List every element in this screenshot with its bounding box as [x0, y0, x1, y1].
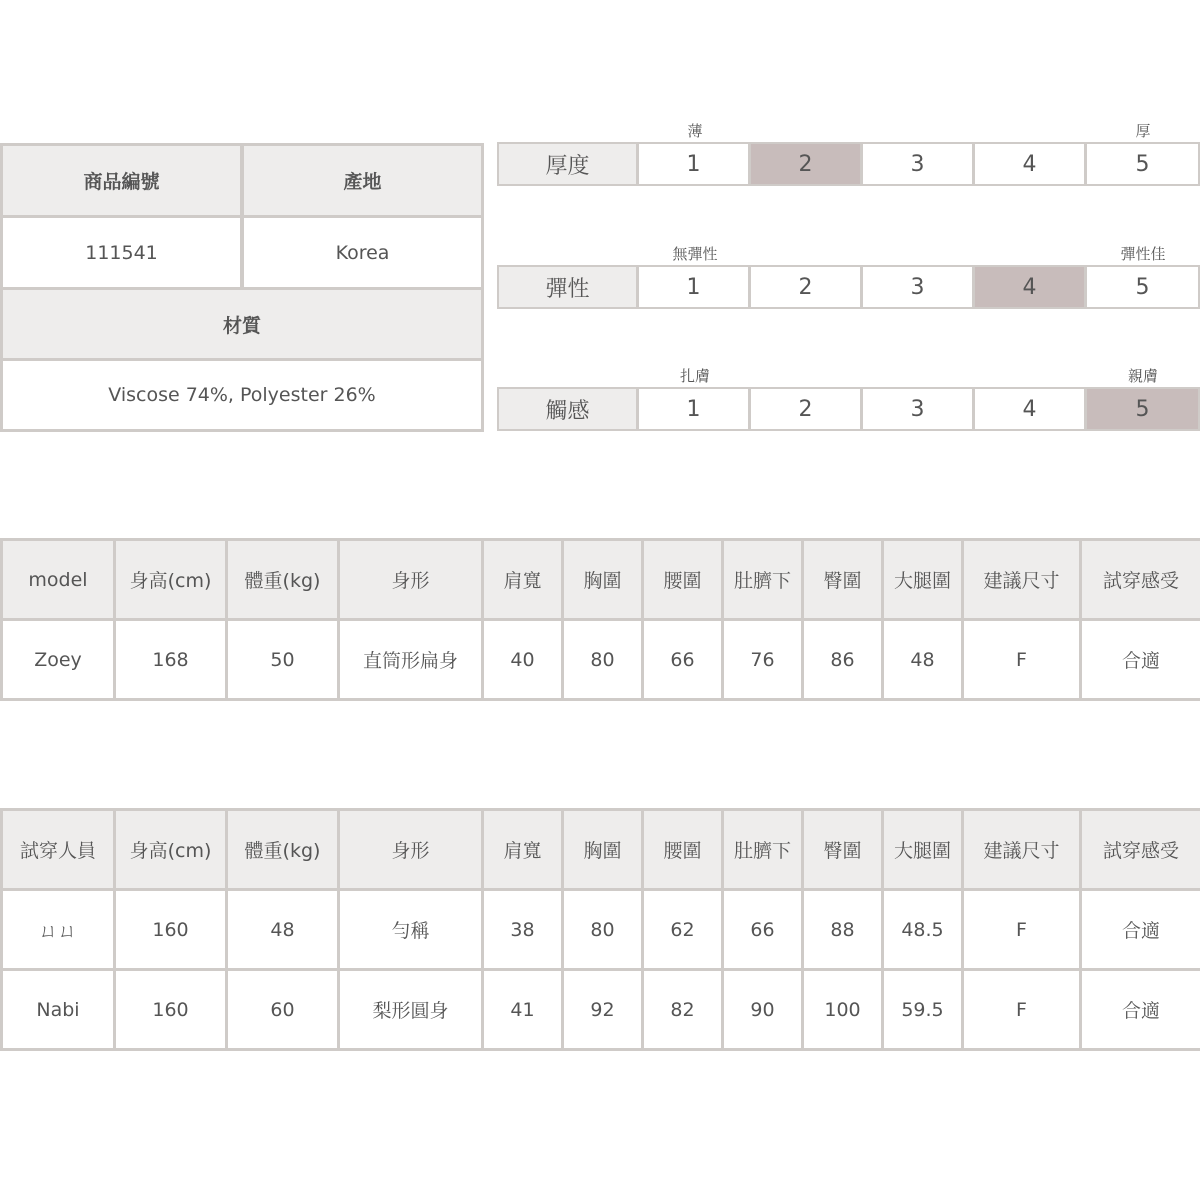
table-cell: 86: [804, 621, 881, 698]
header-cell: 試穿人員: [3, 811, 113, 888]
origin-value: Korea: [244, 218, 481, 287]
table-cell: 80: [564, 621, 641, 698]
header-cell: 大腿圍: [884, 811, 961, 888]
origin-header: 產地: [244, 146, 481, 215]
elasticity-high-label: 彈性佳: [1120, 245, 1166, 263]
elasticity-option-1: 1: [639, 267, 748, 307]
table-row: [0, 891, 1200, 968]
header-cell: 身高(cm): [116, 541, 225, 618]
header-cell: 建議尺寸: [964, 811, 1079, 888]
table-cell: Nabi: [3, 971, 113, 1048]
table-cell: 82: [644, 971, 721, 1048]
elasticity-scale: [497, 265, 1200, 309]
table-cell: 48.5: [884, 891, 961, 968]
thickness-option-5: 5: [1087, 144, 1198, 184]
thickness-high-label: 厚: [1135, 122, 1151, 140]
table-cell: 80: [564, 891, 641, 968]
product-info-table: [0, 143, 484, 432]
texture-title: 觸感: [499, 389, 636, 429]
table-cell: 梨形圓身: [340, 971, 481, 1048]
table-cell: 38: [484, 891, 561, 968]
elasticity-option-5: 5: [1087, 267, 1198, 307]
header-cell: 大腿圍: [884, 541, 961, 618]
table-cell: F: [964, 621, 1079, 698]
texture-scale: [497, 387, 1200, 431]
material-value: Viscose 74%, Polyester 26%: [3, 361, 481, 429]
table-row: [0, 621, 1200, 698]
header-cell: 臀圍: [804, 541, 881, 618]
table-header-row: [0, 811, 1200, 888]
table-cell: 76: [724, 621, 801, 698]
table-cell: 168: [116, 621, 225, 698]
table-cell: F: [964, 891, 1079, 968]
header-cell: 腰圍: [644, 811, 721, 888]
table-cell: Zoey: [3, 621, 113, 698]
header-cell: model: [3, 541, 113, 618]
header-cell: 肩寬: [484, 541, 561, 618]
thickness-option-1: 1: [639, 144, 748, 184]
table-cell: 90: [724, 971, 801, 1048]
table-cell: 60: [228, 971, 337, 1048]
table-cell: 合適: [1082, 621, 1200, 698]
texture-option-5: 5: [1087, 389, 1198, 429]
header-cell: 胸圍: [564, 811, 641, 888]
texture-option-1: 1: [639, 389, 748, 429]
texture-option-2: 2: [751, 389, 860, 429]
header-cell: 胸圍: [564, 541, 641, 618]
table-cell: 66: [724, 891, 801, 968]
header-cell: 建議尺寸: [964, 541, 1079, 618]
thickness-low-label: 薄: [687, 122, 703, 140]
table-cell: 160: [116, 891, 225, 968]
header-cell: 體重(kg): [228, 541, 337, 618]
texture-option-4: 4: [975, 389, 1084, 429]
table-cell: 92: [564, 971, 641, 1048]
table-header-row: [0, 541, 1200, 618]
table-cell: 50: [228, 621, 337, 698]
table-cell: 62: [644, 891, 721, 968]
table-cell: 59.5: [884, 971, 961, 1048]
thickness-scale: [497, 142, 1200, 186]
header-cell: 體重(kg): [228, 811, 337, 888]
model-measurement-table: [0, 538, 1200, 701]
texture-low-label: 扎膚: [679, 367, 710, 385]
product-code-header: 商品編號: [3, 146, 240, 215]
table-cell: 直筒形扁身: [340, 621, 481, 698]
tester-measurement-table: [0, 808, 1200, 1051]
table-cell: 48: [228, 891, 337, 968]
thickness-option-3: 3: [863, 144, 972, 184]
header-cell: 身形: [340, 541, 481, 618]
thickness-option-2: 2: [751, 144, 860, 184]
product-code-value: 111541: [3, 218, 240, 287]
table-cell: 41: [484, 971, 561, 1048]
elasticity-low-label: 無彈性: [672, 245, 718, 263]
table-row: [0, 971, 1200, 1048]
elasticity-option-4: 4: [975, 267, 1084, 307]
header-cell: 肚臍下: [724, 811, 801, 888]
table-cell: 160: [116, 971, 225, 1048]
table-cell: 88: [804, 891, 881, 968]
header-cell: 臀圍: [804, 811, 881, 888]
texture-option-3: 3: [863, 389, 972, 429]
table-cell: 40: [484, 621, 561, 698]
header-cell: 試穿感受: [1082, 541, 1200, 618]
header-cell: 肚臍下: [724, 541, 801, 618]
thickness-option-4: 4: [975, 144, 1084, 184]
elasticity-option-3: 3: [863, 267, 972, 307]
table-cell: 合適: [1082, 971, 1200, 1048]
table-cell: ㄩㄩ: [3, 891, 113, 968]
header-cell: 試穿感受: [1082, 811, 1200, 888]
elasticity-option-2: 2: [751, 267, 860, 307]
table-cell: 100: [804, 971, 881, 1048]
table-cell: F: [964, 971, 1079, 1048]
header-cell: 身高(cm): [116, 811, 225, 888]
table-cell: 勻稱: [340, 891, 481, 968]
table-cell: 合適: [1082, 891, 1200, 968]
texture-high-label: 親膚: [1127, 367, 1158, 385]
header-cell: 腰圍: [644, 541, 721, 618]
table-cell: 48: [884, 621, 961, 698]
thickness-title: 厚度: [499, 144, 636, 184]
table-cell: 66: [644, 621, 721, 698]
elasticity-title: 彈性: [499, 267, 636, 307]
header-cell: 身形: [340, 811, 481, 888]
header-cell: 肩寬: [484, 811, 561, 888]
material-header: 材質: [3, 290, 481, 358]
